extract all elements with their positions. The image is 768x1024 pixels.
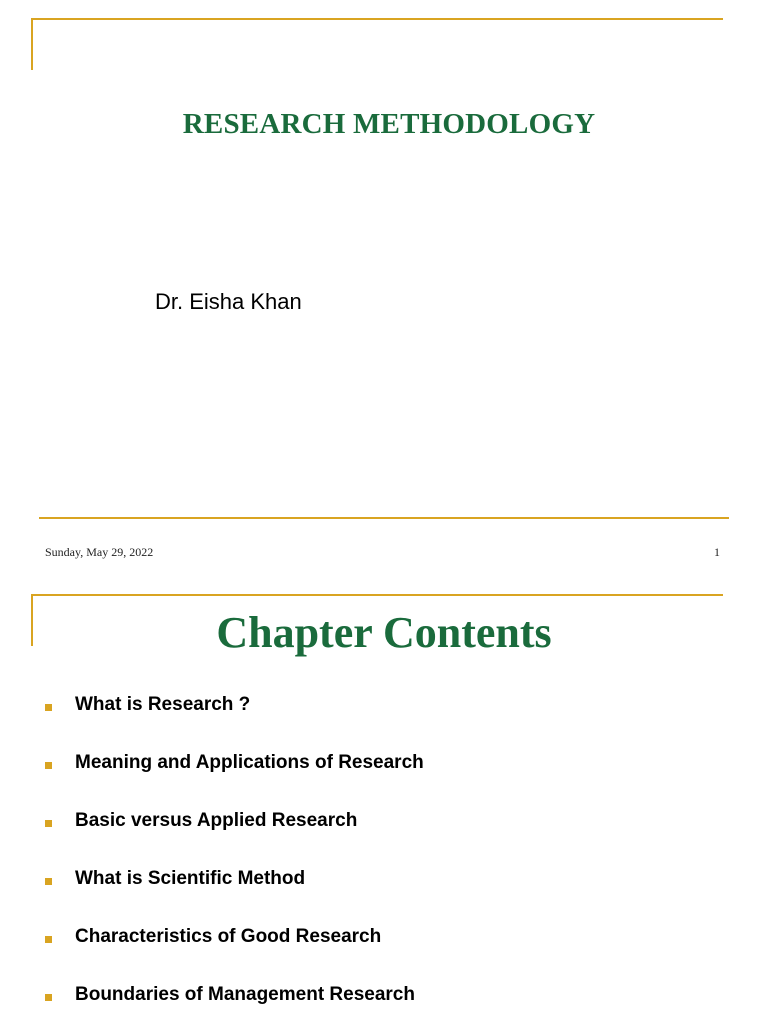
square-bullet-icon <box>45 994 52 1001</box>
list-item-text: Characteristics of Good Research <box>75 926 382 947</box>
slide1-footer-date: Sunday, May 29, 2022 <box>45 545 154 559</box>
square-bullet-icon <box>45 936 52 943</box>
list-item <box>45 926 424 984</box>
list-item-text: Meaning and Applications of Research <box>75 752 424 773</box>
square-bullet-icon <box>45 762 52 769</box>
list-item <box>45 810 424 868</box>
square-bullet-icon <box>45 820 52 827</box>
list-item-text: What is Scientific Method <box>75 868 306 889</box>
chapter-contents-list <box>45 694 424 1024</box>
slide1-left-rule <box>31 18 33 70</box>
list-item <box>45 694 424 752</box>
list-item <box>45 984 424 1024</box>
slide2-title: Chapter Contents <box>216 608 552 657</box>
slide1-page-number: 1 <box>714 545 720 559</box>
list-item-text: Boundaries of Management Research <box>75 984 415 1005</box>
slide1-footer-rule <box>39 517 729 519</box>
square-bullet-icon <box>45 704 52 711</box>
list-item-text: What is Research ? <box>75 694 251 715</box>
list-item <box>45 868 424 926</box>
slide1-title: RESEARCH METHODOLOGY <box>182 108 596 140</box>
list-item <box>45 752 424 810</box>
slide2-top-rule <box>33 594 723 596</box>
slide1-author: Dr. Eisha Khan <box>155 289 302 314</box>
list-item-text: Basic versus Applied Research <box>75 810 358 831</box>
square-bullet-icon <box>45 878 52 885</box>
slide1-top-rule <box>33 18 723 20</box>
